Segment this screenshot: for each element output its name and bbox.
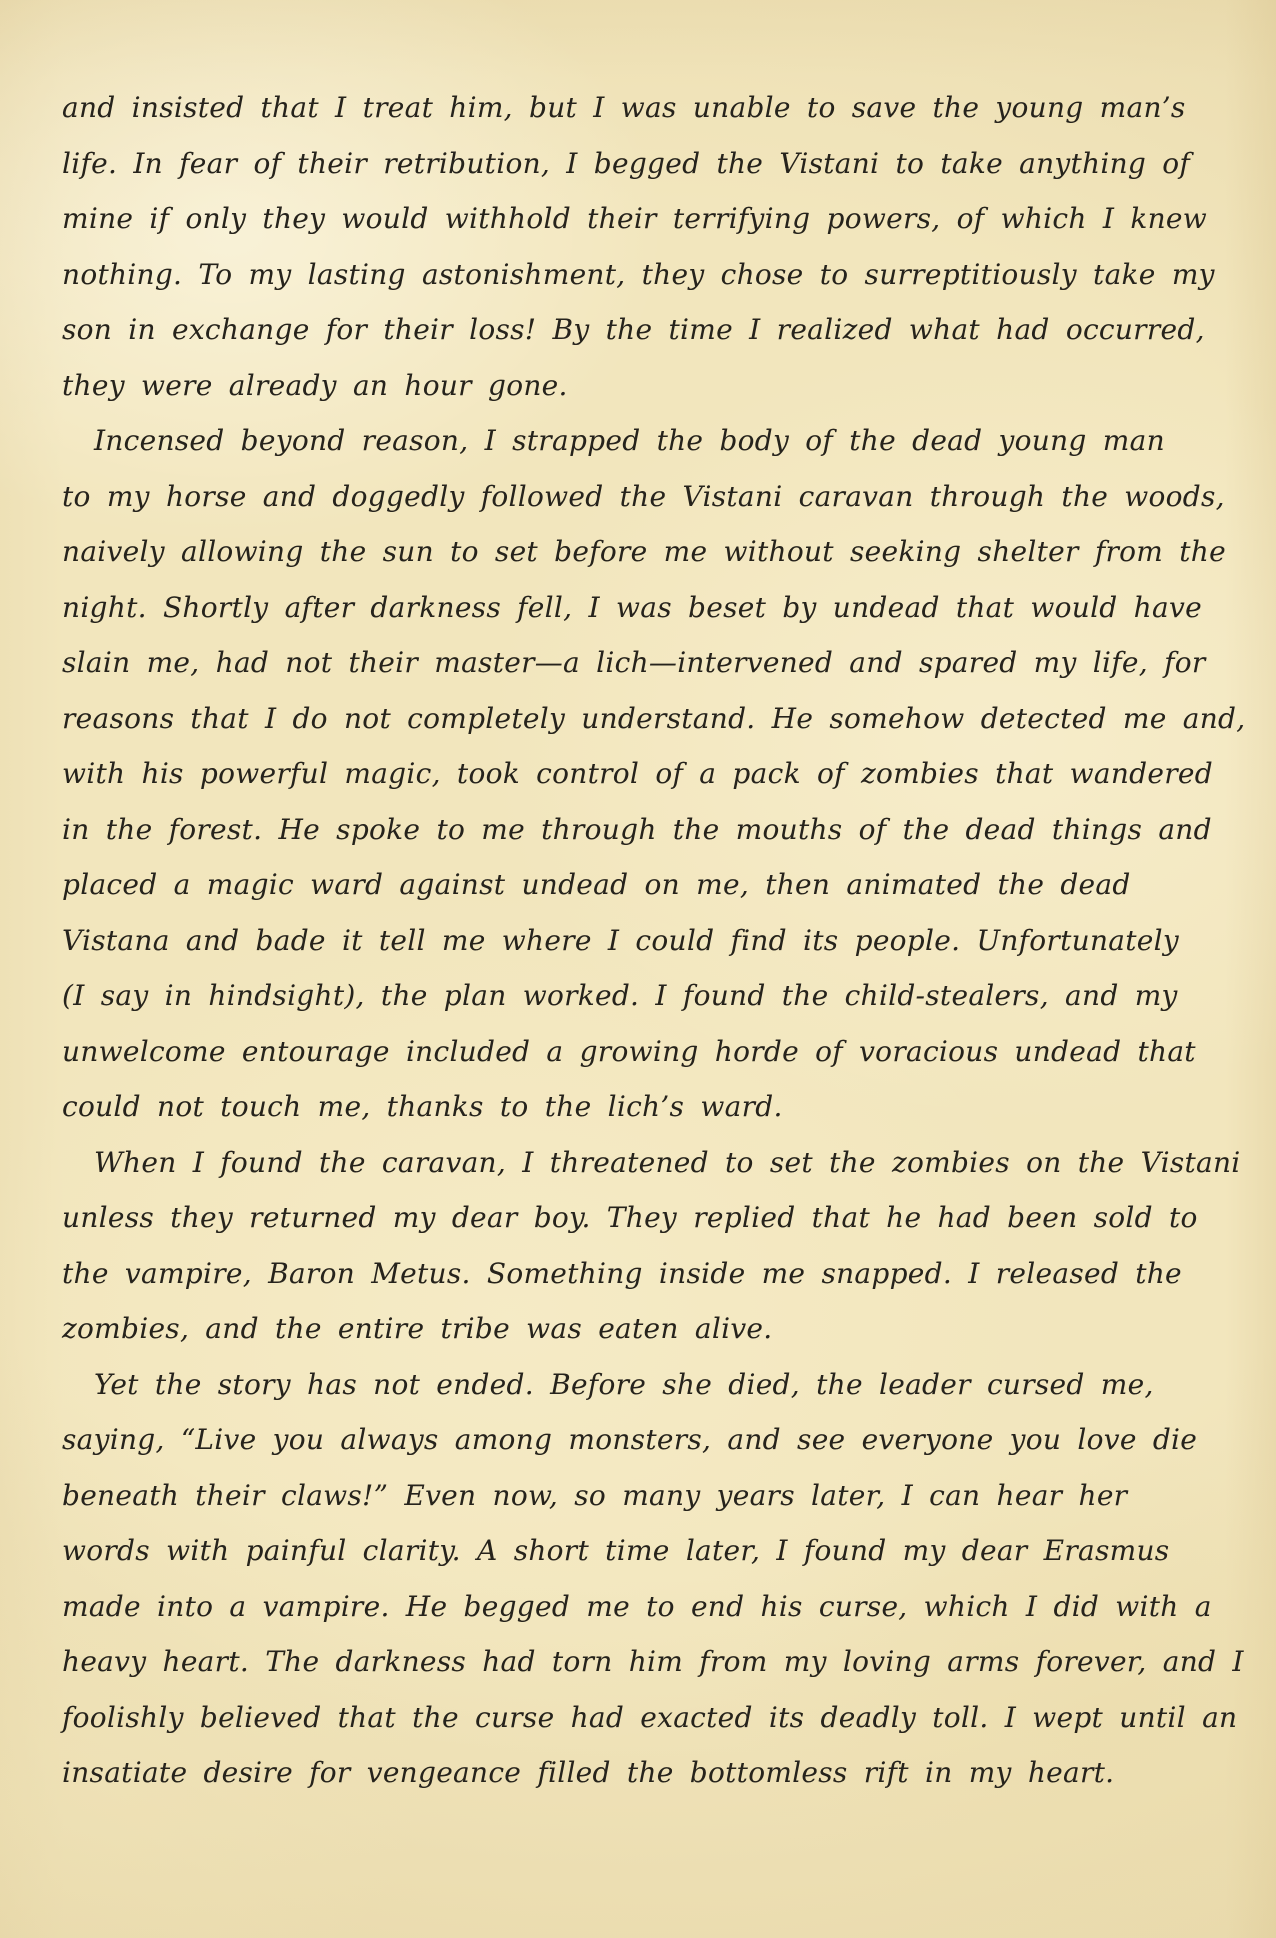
journal-line: saying, “Live you always among monsters, and see everyone you love die — [62, 1423, 1198, 1456]
journal-line: night. Shortly after darkness fell, I was beset by undead that would have — [62, 590, 1202, 624]
journal-paragraph — [62, 413, 1246, 1135]
journal-line: son in exchange for their loss! By the time I realized what had occurred, — [62, 313, 1205, 346]
journal-line: unless they returned my dear boy. They replied that he had been sold to — [62, 1201, 1198, 1234]
journal-line: mine if only they would withhold their terrifying powers, of which I knew — [62, 202, 1208, 235]
journal-line: made into a vampire. He begged me to end his curse, which I did with a — [62, 1589, 1212, 1623]
journal-line: slain me, had not their master—a lich—intervened and spared my life, for — [62, 646, 1206, 679]
journal-line: the vampire, Baron Metus. Something inside me snapped. I released the — [62, 1256, 1182, 1290]
journal-line: nothing. To my lasting astonishment, they chose to surreptitiously take my — [62, 257, 1215, 291]
journal-paragraph — [62, 80, 1216, 413]
journal-line: When I found the caravan, I threatened to set the zombies on the Vistani — [94, 1145, 1241, 1179]
journal-line: foolishly believed that the curse had exacted its deadly toll. I wept until an — [62, 1700, 1238, 1734]
journal-line: Incensed beyond reason, I strapped the body of the dead young man — [94, 424, 1165, 457]
journal-line: to my horse and doggedly followed the Vistani caravan through the woods, — [62, 479, 1225, 513]
journal-line: and insisted that I treat him, but I was unable to save the young man’s — [62, 91, 1186, 124]
journal-line: could not touch me, thanks to the lich’s ward. — [62, 1090, 783, 1123]
journal-text — [62, 80, 1246, 1801]
journal-line: unwelcome entourage included a growing horde of voracious undead that — [62, 1034, 1196, 1068]
journal-line: Vistana and bade it tell me where I could find its people. Unfortunately — [62, 923, 1179, 957]
journal-line: life. In fear of their retribution, I begged the Vistani to take anything of — [62, 146, 1191, 180]
journal-line: insatiate desire for vengeance filled the bottomless rift in my heart. — [62, 1756, 1115, 1789]
journal-line: in the forest. He spoke to me through the mouths of the dead things and — [62, 812, 1212, 846]
journal-line: (I say in hindsight), the plan worked. I found the child-stealers, and my — [62, 979, 1178, 1012]
journal-paragraph — [62, 1135, 1241, 1357]
journal-line: reasons that I do not completely understand. He somehow detected me and, — [62, 701, 1246, 735]
journal-paragraph — [62, 1357, 1244, 1801]
journal-line: they were already an hour gone. — [62, 368, 568, 402]
journal-line: naively allowing the sun to set before me without seeking shelter from the — [62, 535, 1226, 568]
journal-line: placed a magic ward against undead on me, then animated the dead — [62, 868, 1131, 901]
journal-line: heavy heart. The darkness had torn him from my loving arms forever, and I — [62, 1645, 1244, 1678]
journal-line: words with painful clarity. A short time later, I found my dear Erasmus — [62, 1534, 1170, 1567]
journal-line: with his powerful magic, took control of a pack of zombies that wandered — [62, 757, 1213, 790]
journal-line: zombies, and the entire tribe was eaten alive. — [62, 1312, 773, 1345]
journal-line: Yet the story has not ended. Before she died, the leader cursed me, — [94, 1367, 1154, 1401]
journal-line: beneath their claws!” Even now, so many years later, I can hear her — [62, 1478, 1128, 1512]
